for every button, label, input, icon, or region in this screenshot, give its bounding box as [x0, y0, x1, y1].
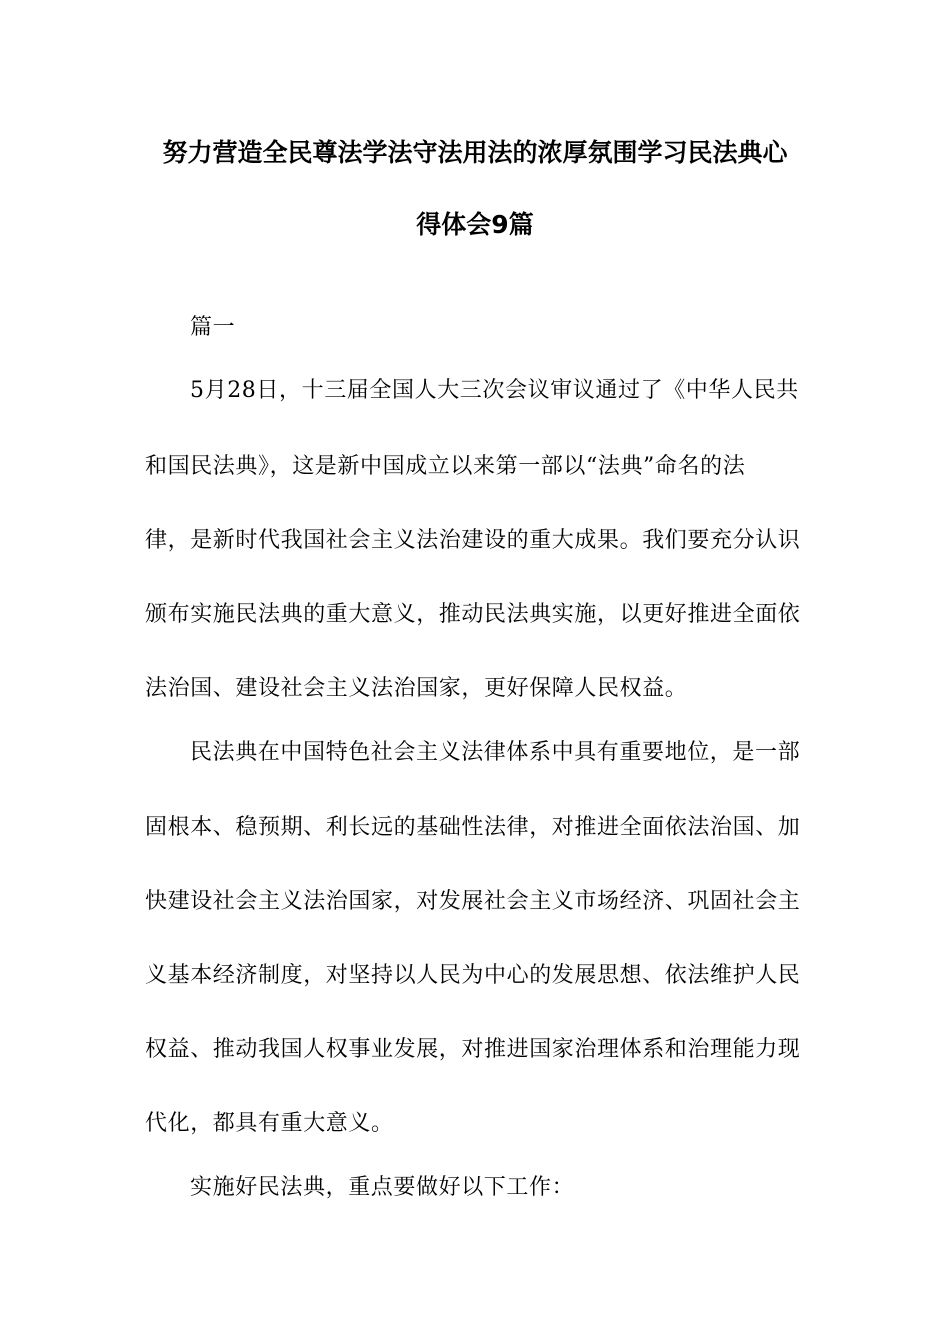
- paragraph-1-line-3: 律，是新时代我国社会主义法治建设的重大成果。我们要充分认识: [145, 528, 801, 553]
- paragraph-1-line-1: 5月28日，十三届全国人大三次会议审议通过了《中华人民共: [190, 378, 799, 403]
- section-heading: 篇一: [190, 315, 236, 340]
- paragraph-3-line-1: 实施好民法典，重点要做好以下工作：: [190, 1175, 575, 1200]
- document-title-line-1: 努力营造全民尊法学法守法用法的浓厚氛围学习民法典心: [162, 138, 788, 167]
- paragraph-2-line-5: 权益、推动我国人权事业发展，对推进国家治理体系和治理能力现: [145, 1037, 801, 1062]
- paragraph-1-line-4: 颁布实施民法典的重大意义，推动民法典实施，以更好推进全面依: [145, 602, 801, 627]
- paragraph-2-line-2: 固根本、稳预期、利长远的基础性法律，对推进全面依法治国、加: [145, 815, 801, 840]
- paragraph-1-line-5: 法治国、建设社会主义法治国家，更好保障人民权益。: [145, 676, 688, 701]
- paragraph-1-line-2: 和国民法典》，这是新中国成立以来第一部以“法典”命名的法: [145, 454, 746, 479]
- document-title-line-2: 得体会9篇: [416, 210, 534, 239]
- paragraph-2-line-6: 代化，都具有重大意义。: [145, 1111, 394, 1136]
- paragraph-2-line-1: 民法典在中国特色社会主义法律体系中具有重要地位，是一部: [190, 740, 801, 765]
- paragraph-2-line-4: 义基本经济制度，对坚持以人民为中心的发展思想、依法维护人民: [145, 963, 801, 988]
- paragraph-2-line-3: 快建设社会主义法治国家，对发展社会主义市场经济、巩固社会主: [145, 889, 801, 914]
